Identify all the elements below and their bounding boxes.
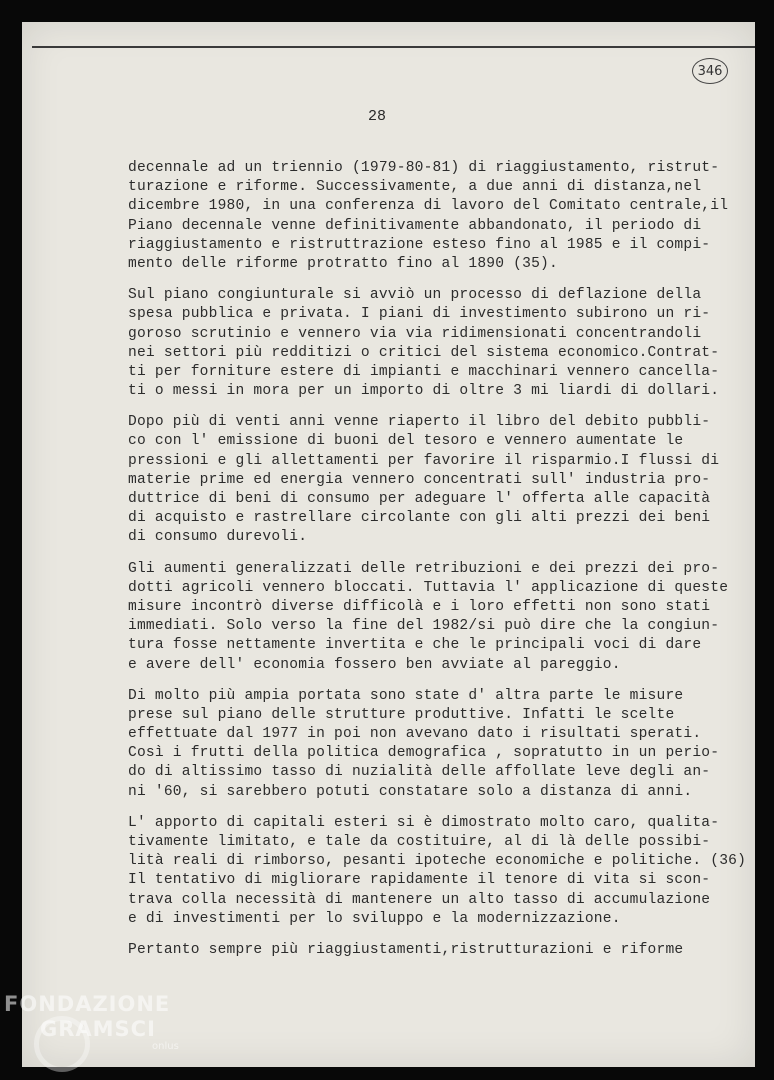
body-text <box>128 159 748 972</box>
paragraph-5 <box>128 687 748 802</box>
text-line: mento delle riforme protratto fino al 1890 (35). <box>128 255 558 272</box>
watermark-line-2: GRAMSCI <box>40 1017 156 1041</box>
text-line: di acquisto e rastrellare circolante con gli alti prezzi dei beni <box>128 510 711 527</box>
text-line: dicembre 1980, in una conferenza di lavoro del Comitato centrale,il <box>128 198 729 215</box>
paragraph-2 <box>128 286 748 401</box>
paragraph-6 <box>128 814 748 929</box>
text-line: Sul piano congiunturale si avviò un processo di deflazione della <box>128 287 702 304</box>
paragraph-3 <box>128 413 748 547</box>
text-line: Pertanto sempre più riaggiustamenti,ristrutturazioni e riforme <box>128 941 684 958</box>
paragraph-1 <box>128 159 748 274</box>
text-line: turazione e riforme. Successivamente, a due anni di distanza,nel <box>128 179 702 196</box>
text-line: effettuate dal 1977 in poi non avevano dato i risultati sperati. <box>128 726 702 743</box>
paragraph-7 <box>128 941 748 960</box>
text-line: dotti agricoli vennero bloccati. Tuttavia l' applicazione di queste <box>128 579 729 596</box>
text-line: nei settori più redditizi o critici del sistema economico.Contrat- <box>128 344 720 361</box>
text-line: riaggiustamento e ristruttrazione esteso fino al 1985 e il compi- <box>128 236 711 253</box>
text-line: decennale ad un triennio (1979-80-81) di riaggiustamento, ristrut- <box>128 160 720 176</box>
text-line: ni '60, si sarebbero potuti constatare solo a distanza di anni. <box>128 783 693 800</box>
text-line: misure incontrò diverse difficolà e i loro effetti non sono stati <box>128 598 711 615</box>
text-line: immediati. Solo verso la fine del 1982/si può dire che la congiun- <box>128 618 720 635</box>
text-line: ti o messi in mora per un importo di oltre 3 mi liardi di dollari. <box>128 383 720 400</box>
text-line: Dopo più di venti anni venne riaperto il libro del debito pubbli- <box>128 414 711 431</box>
archive-stamp: 346 <box>692 58 728 84</box>
text-line: duttrice di beni di consumo per adeguare l' offerta alle capacità <box>128 491 711 507</box>
text-line: pressioni e gli allettamenti per favorire il risparmio.I flussi di <box>128 452 720 469</box>
text-line: lità reali di rimborso, pesanti ipoteche economiche e politiche. (36) <box>128 853 747 870</box>
text-line: Gli aumenti generalizzati delle retribuzioni e dei prezzi dei pro- <box>128 560 720 577</box>
top-rule <box>32 46 755 48</box>
text-line: Il tentativo di migliorare rapidamente il tenore di vita si scon- <box>128 872 711 889</box>
text-line: tura fosse nettamente invertita e che le principali voci di dare <box>128 637 702 654</box>
text-line: e di investimenti per lo sviluppo e la modernizzazione. <box>128 910 621 927</box>
paragraph-4 <box>128 560 748 675</box>
text-line: trava colla necessità di mantenere un alto tasso di accumulazione <box>128 891 711 908</box>
text-line: tivamente limitato, e tale da costituire, al di là delle possibi- <box>128 834 711 850</box>
text-line: Piano decennale venne definitivamente abbandonato, il periodo di <box>128 217 702 234</box>
text-line: Così i frutti della politica demografica , sopratutto in un perio- <box>128 745 720 762</box>
watermark-line-1: FONDAZIONE <box>4 992 171 1016</box>
text-line: spesa pubblica e privata. I piani di investimento subirono un ri- <box>128 306 711 323</box>
text-line: Di molto più ampia portata sono state d' altra parte le misure <box>128 687 684 704</box>
watermark-line-3: onlus <box>152 1041 179 1052</box>
text-line: co con l' emissione di buoni del tesoro e vennero aumentate le <box>128 433 684 450</box>
text-line: prese sul piano delle strutture produttive. Infatti le scelte <box>128 706 675 723</box>
watermark-logo-icon <box>34 1016 90 1072</box>
text-line: goroso scrutinio e vennero via via ridimensionati concentrandoli <box>128 325 702 342</box>
text-line: materie prime ed energia vennero concentrati sull' industria pro- <box>128 471 711 488</box>
text-line: do di altissimo tasso di nuzialità delle affollate leve degli an- <box>128 764 711 781</box>
text-line: e avere dell' economia fossero ben avviate al pareggio. <box>128 656 621 673</box>
fondazione-gramsci-watermark <box>4 994 179 1052</box>
text-line: ti per forniture estere di impianti e macchinari vennero cancella- <box>128 363 720 380</box>
page-number: 28 <box>368 108 387 125</box>
text-line: L' apporto di capitali esteri si è dimostrato molto caro, qualita- <box>128 814 720 831</box>
text-line: di consumo durevoli. <box>128 529 308 546</box>
paper-sheet <box>22 22 755 1067</box>
